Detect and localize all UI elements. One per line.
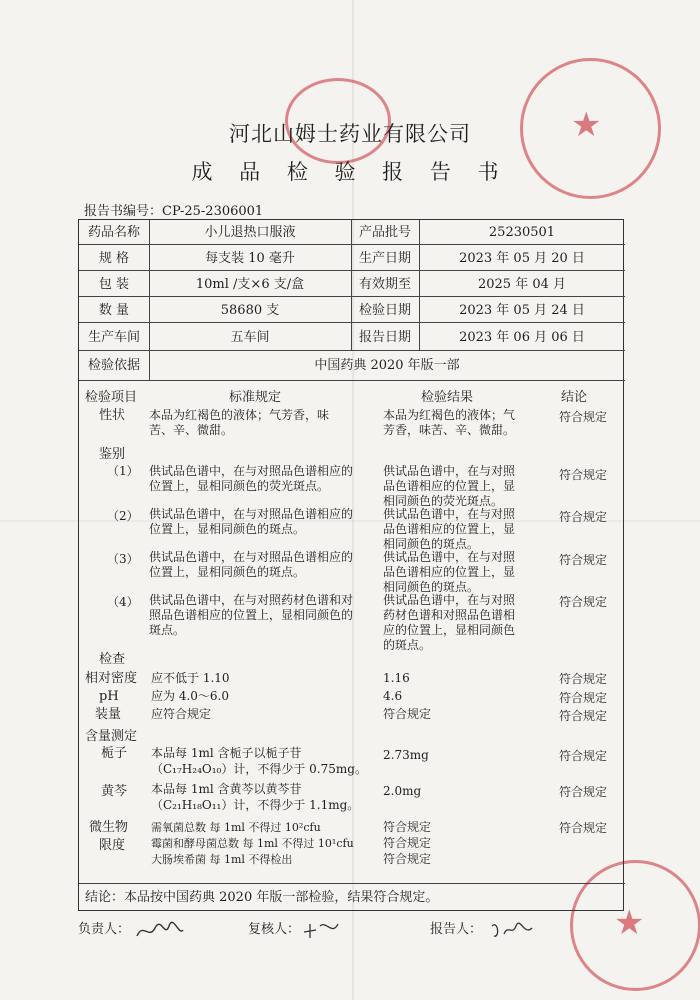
label-workshop: 生产车间 [87, 330, 140, 345]
basis: 中国药典 2020 年版一部 [314, 358, 460, 373]
conclusion-gardenia: 符合规定 [559, 749, 608, 763]
standard-ph: 应为 4.0～6.0 [151, 689, 229, 703]
microbial-result: 符合规定 [383, 836, 432, 850]
standard-scutellaria-formula: （C₂₁H₁₈O₁₁）计，不得少于 1.1mg。 [151, 798, 360, 812]
standard-gardenia-formula: （C₁₇H₂₄O₁₀）计，不得少于 0.75mg。 [151, 762, 367, 776]
ident-num: （2） [107, 509, 139, 523]
ident-result: 供试品色谱中，在与对照品色谱相应的位置上，显相同颜色的荧光斑点。 [383, 464, 516, 508]
seal-star-icon: ★ [614, 903, 645, 943]
standard-scutellaria: 本品每 1ml 含黄芩以黄芩苷 [151, 782, 302, 796]
responsible-signature [135, 918, 185, 944]
item-scutellaria: 黄芩 [101, 784, 128, 799]
reporter-signature [490, 918, 534, 942]
label-spec: 规 格 [98, 251, 130, 266]
ident-result: 供试品色谱中，在与对照品色谱相应的位置上，显相同颜色的斑点。 [383, 507, 516, 551]
microbial-standard: 需氧菌总数 每 1ml 不得过 10²cfu [151, 821, 321, 834]
conclusion-density: 符合规定 [559, 672, 608, 686]
result-character: 本品为红褐色的液体；气芳香，味苦、辛、微甜。 [383, 408, 516, 437]
label-batch: 产品批号 [358, 225, 411, 240]
label-report-date: 报告日期 [358, 330, 411, 345]
ident-conclusion: 符合规定 [559, 553, 608, 567]
report-number: 报告书编号：CP-25-2306001 [84, 204, 264, 219]
microbial-standard: 霉菌和酵母菌总数 每 1ml 不得过 10¹cfu [151, 837, 354, 850]
label-expiry: 有效期至 [358, 277, 411, 292]
item-ph: pH [99, 689, 119, 704]
reviewer-signature [302, 918, 342, 942]
ident-standard: 供试品色谱中，在与对照药材色谱和对照品色谱相应的位置上，显相同颜色的斑点。 [149, 593, 354, 637]
ident-result: 供试品色谱中，在与对照品色谱相应的位置上，显相同颜色的斑点。 [383, 550, 516, 594]
col-standard: 标准规定 [229, 390, 282, 405]
ident-result: 供试品色谱中，在与对照药材色谱和对照品色谱相应的位置上，显相同颜色的斑点。 [383, 593, 516, 652]
ident-num: （3） [107, 552, 139, 566]
item-microbial-limit: 限度 [99, 838, 126, 853]
drug-name: 小儿退热口服液 [204, 225, 296, 240]
conclusion-scutellaria: 符合规定 [559, 785, 608, 799]
spec: 每支装 10 毫升 [205, 251, 295, 266]
report-table [78, 219, 624, 911]
ident-num: （1） [107, 464, 139, 478]
workshop: 五车间 [230, 330, 270, 345]
result-density: 1.16 [383, 671, 410, 685]
batch-number: 25230501 [488, 225, 556, 240]
report-title: 成 品 检 验 报 告 书 [191, 160, 509, 184]
col-item: 检验项目 [85, 390, 138, 405]
ident-conclusion: 符合规定 [559, 595, 608, 609]
item-loading: 装量 [95, 707, 122, 722]
label-pack: 包 装 [98, 277, 130, 292]
item-gardenia: 栀子 [101, 746, 128, 761]
label-test-date: 检验日期 [358, 303, 411, 318]
result-scutellaria: 2.0mg [383, 784, 422, 798]
final-conclusion: 结论：本品按中国药典 2020 年版一部检验，结果符合规定。 [85, 890, 439, 905]
item-microbial: 微生物 [89, 820, 129, 835]
label-drug-name: 药品名称 [87, 225, 140, 240]
ident-conclusion: 符合规定 [559, 468, 608, 482]
label-quantity: 数 量 [98, 303, 130, 318]
ident-conclusion: 符合规定 [559, 510, 608, 524]
label-mfg-date: 生产日期 [358, 251, 411, 266]
standard-gardenia: 本品每 1ml 含栀子以栀子苷 [151, 746, 302, 760]
conclusion-loading: 符合规定 [559, 709, 608, 723]
item-identification: 鉴别 [99, 447, 126, 462]
standard-character: 本品为红褐色的液体；气芳香，味苦、辛、微甜。 [149, 408, 330, 437]
result-gardenia: 2.73mg [383, 748, 429, 762]
result-loading: 符合规定 [383, 707, 432, 721]
item-character: 性状 [99, 408, 126, 423]
test-date: 2023 年 05 月 24 日 [459, 303, 585, 318]
responsible-label: 负责人： [78, 922, 131, 937]
conclusion-character: 符合规定 [559, 410, 608, 424]
label-basis: 检验依据 [87, 358, 140, 373]
microbial-result: 符合规定 [383, 852, 432, 866]
standard-density: 应不低于 1.10 [151, 671, 230, 685]
ident-standard: 供试品色谱中，在与对照品色谱相应的位置上，显相同颜色的斑点。 [149, 550, 354, 579]
conclusion-ph: 符合规定 [559, 691, 608, 705]
seal-star-icon: ★ [571, 105, 602, 145]
microbial-result: 符合规定 [383, 820, 432, 834]
microbial-conclusion: 符合规定 [559, 821, 608, 835]
col-result: 检验结果 [421, 390, 474, 405]
reporter-label: 报告人： [430, 922, 483, 937]
mfg-date: 2023 年 05 月 20 日 [459, 251, 585, 266]
standard-loading: 应符合规定 [151, 707, 212, 721]
item-inspection: 检查 [99, 652, 126, 667]
item-assay: 含量测定 [85, 729, 138, 744]
ident-standard: 供试品色谱中，在与对照品色谱相应的位置上，显相同颜色的荧光斑点。 [149, 464, 354, 493]
result-ph: 4.6 [383, 689, 403, 703]
item-density: 相对密度 [85, 671, 138, 686]
report-date: 2023 年 06 月 06 日 [459, 330, 585, 345]
reviewer-label: 复核人： [248, 922, 301, 937]
microbial-standard: 大肠埃希菌 每 1ml 不得检出 [151, 853, 293, 866]
ident-standard: 供试品色谱中，在与对照品色谱相应的位置上，显相同颜色的斑点。 [149, 507, 354, 536]
ident-num: （4） [107, 595, 139, 609]
pack: 10ml /支×6 支/盒 [195, 277, 305, 292]
quantity: 58680 支 [220, 303, 280, 318]
expiry: 2025 年 04 月 [477, 277, 567, 292]
company-name: 河北山姆士药业有限公司 [229, 122, 471, 146]
col-conclusion: 结论 [561, 390, 588, 405]
